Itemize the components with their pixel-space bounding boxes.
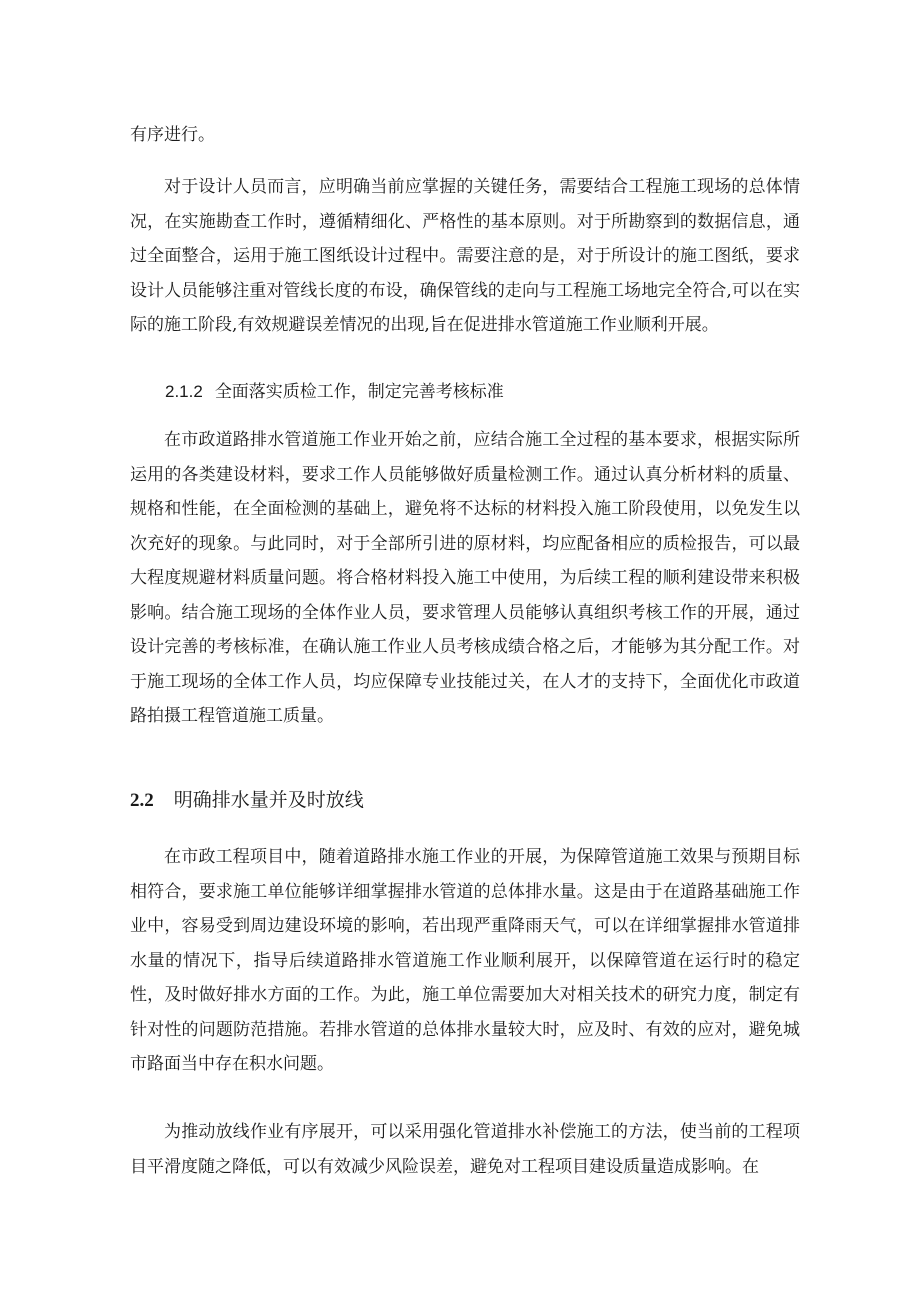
paragraph-quality-inspection: 在市政道路排水管道施工作业开始之前，应结合施工全过程的基本要求，根据实际所运用的各类建设材料，要求工作人员能够做好质量检测工作。通过认真分析材料的质量、规格和性能，在全面检测的基础上，避免将不达标的材料投入施工阶段使用，以免发生以次充好的现象。与此同时，对于全部所引进的原材料，均应配备相应的质检报告，可以最大程度规避材料质量问题。将合格材料投入施工中使用，为后续工程的顺利建设带来积极影响。结合施工现场的全体作业人员，要求管理人员能够认真组织考核工作的开展，通过设计完善的考核标准，在确认施工作业人员考核成绩合格之后，才能够为其分配工作。对于施工现场的全体工作人员，均应保障专业技能过关，在人才的支持下，全面优化市政道路拍摄工程管道施工质量。 [130, 430, 800, 726]
section-number: 2.1.2 [165, 382, 203, 401]
section-title: 全面落实质检工作，制定完善考核标准 [214, 382, 504, 402]
section-heading-2-2 [130, 786, 364, 815]
section-title: 明确排水量并及时放线 [173, 789, 364, 811]
paragraph-line-setting: 为推动放线作业有序展开，可以采用强化管道排水补偿施工的方法，使当前的工程项目平滑度随之降低，可以有效减少风险误差，避免对工程项目建设质量造成影响。在 [130, 1122, 800, 1177]
paragraph-drainage-volume: 在市政工程项目中，随着道路排水施工作业的开展，为保障管道施工效果与预期目标相符合，要求施工单位能够详细掌握排水管道的总体排水量。这是由于在道路基础施工作业中，容易受到周边建设环境的影响，若出现严重降雨天气，可以在详细掌握排水管道排水量的情况下，指导后续道路排水管道施工作业顺利展开，以保障管道在运行时的稳定性，及时做好排水方面的工作。为此，施工单位需要加大对相关技术的研究力度，制定有针对性的问题防范措施。若排水管道的总体排水量较大时，应及时、有效的应对，避免城市路面当中存在积水问题。 [130, 847, 800, 1074]
section-number: 2.2 [130, 790, 154, 811]
paragraph-designer-survey: 对于设计人员而言，应明确当前应掌握的关键任务，需要结合工程施工现场的总体情况，在实施勘查工作时，遵循精细化、严格性的基本原则。对于所勘察到的数据信息，通过全面整合，运用于施工图纸设计过程中。需要注意的是，对于所设计的施工图纸，要求设计人员能够注重对管线长度的布设，确保管线的走向与工程施工场地完全符合,可以在实际的施工阶段,有效规避误差情况的出现,旨在促进排水管道施工作业顺利开展。 [130, 177, 800, 335]
section-heading-2-1-2 [165, 379, 504, 405]
paragraph-continuation: 有序进行。 [130, 125, 215, 145]
